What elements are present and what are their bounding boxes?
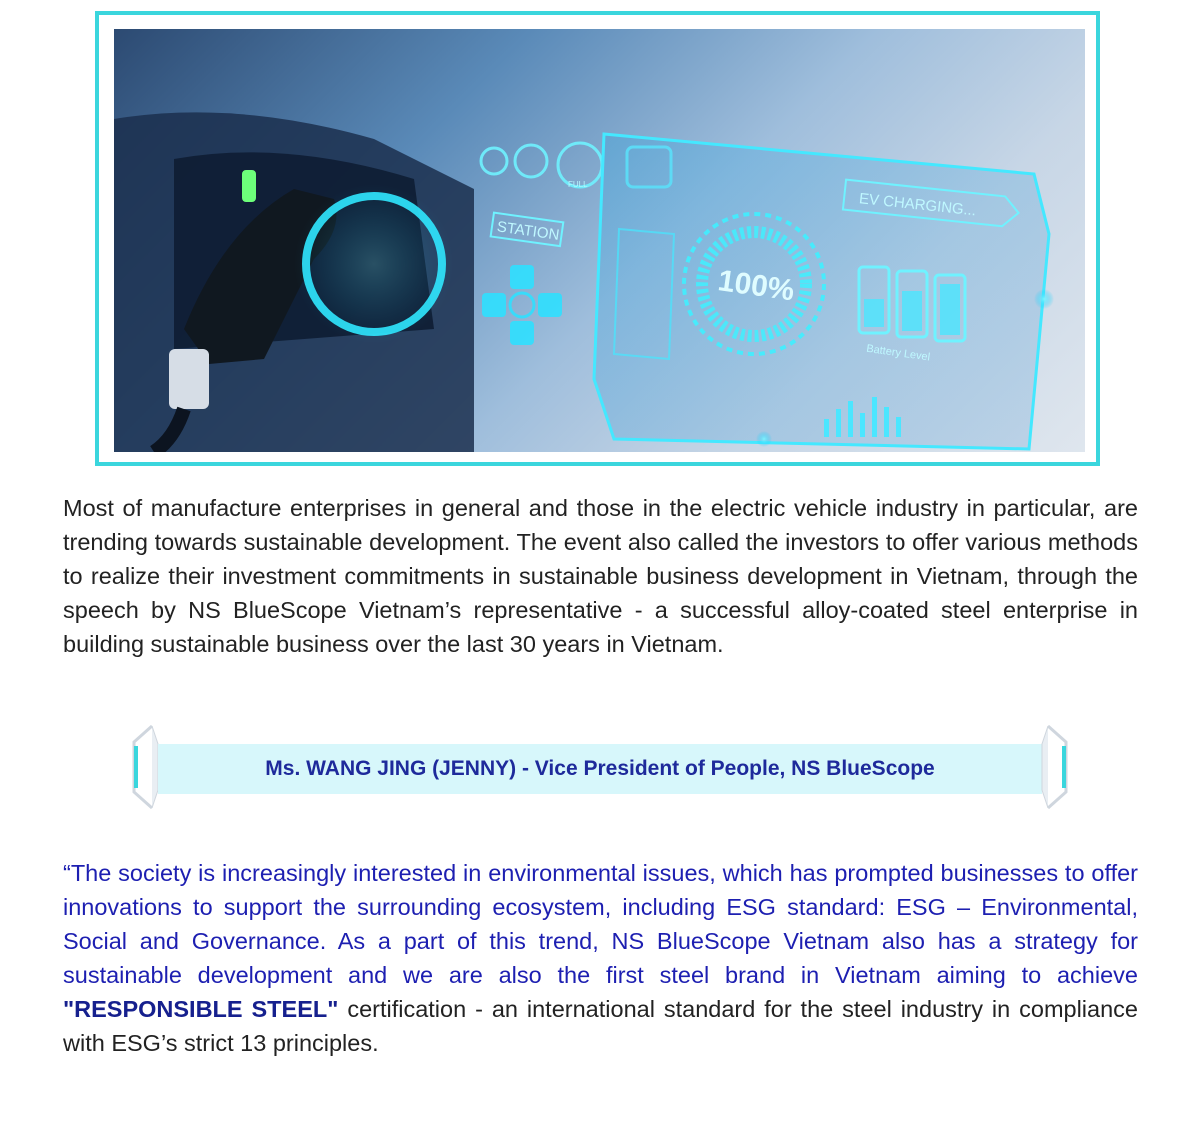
speaker-banner: [128, 722, 1072, 812]
charge-indicator-light: [242, 170, 256, 202]
percent-value: 100%: [715, 264, 797, 308]
responsible-steel-highlight: "RESPONSIBLE STEEL": [63, 996, 339, 1022]
banner-right-bracket: [1038, 722, 1072, 812]
battery-level-label: Battery Level: [865, 342, 931, 364]
gear-icon: [515, 145, 547, 177]
dpad-icon: [482, 265, 562, 345]
banner-left-bracket: [128, 722, 162, 812]
quote-paragraph: [63, 856, 1138, 1060]
hero-image: [114, 29, 1085, 452]
intro-paragraph: Most of manufacture enterprises in general and those in the electric vehicle industry in particular, are trending towards sustainable development. The event also called the investors to offer various methods to realize their investment commitments in sustainable business development in Vietnam, through the speech by NS BlueScope Vietnam’s representative - a successful alloy-coated steel enterprise in building sustainable business over the last 30 years in Vietnam.: [63, 495, 1138, 657]
station-label: STATION: [495, 218, 561, 244]
ev-charging-label: EV CHARGING...: [858, 190, 977, 220]
fuel-label: FULL: [568, 180, 588, 189]
quote-tail: certification - an international standard for the steel industry in compliance with ESG’s strict 13 principles.: [63, 996, 1138, 1056]
quote-text: “The society is increasingly interested in environmental issues, which has prompted businesses to offer innovations to support the surrounding ecosystem, including ESG standard: ESG – Environmental, Social and Governance. As a part of this trend, NS BlueScope Vietnam also has a strategy for sustainable development and we are also the first steel brand in Vietnam aiming to achieve: [63, 860, 1138, 988]
hud-panel: [594, 134, 1049, 449]
ev-charging-illustration: [114, 29, 1085, 452]
speaker-name: Ms. WANG JING (JENNY) - Vice President of People, NS BlueScope: [265, 757, 935, 780]
gauge-icon: [481, 148, 507, 174]
speaker-banner-box: [158, 744, 1042, 794]
